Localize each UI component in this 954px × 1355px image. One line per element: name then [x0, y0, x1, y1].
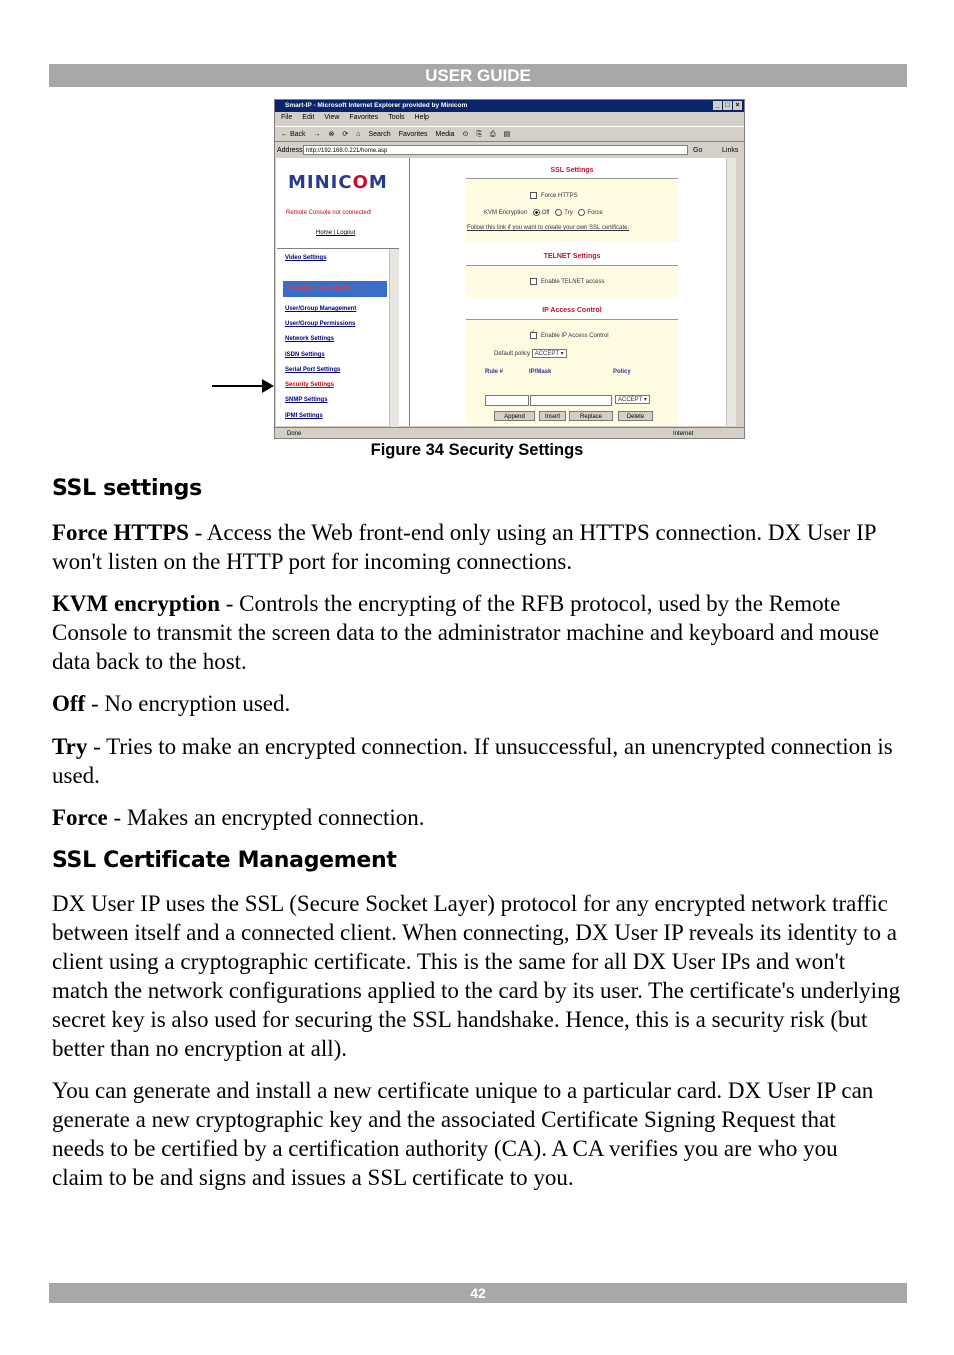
- ssl-settings-heading: SSL settings: [52, 476, 202, 501]
- right-scrollbar[interactable]: [726, 158, 736, 426]
- left-frame: [276, 158, 410, 426]
- address-bar: [275, 144, 744, 157]
- force-paragraph: Force - Makes an encrypted connection.: [52, 805, 425, 830]
- ip-access-title: IP Access Control: [466, 303, 678, 320]
- nav-scrollbar[interactable]: [389, 249, 399, 427]
- insert-button[interactable]: Insert: [539, 411, 566, 421]
- mail-icon[interactable]: ⎘: [476, 131, 483, 138]
- nav-ipmi-settings[interactable]: IPMI Settings: [285, 413, 323, 419]
- kvm-encryption-paragraph: KVM encryption - Controls the encrypting of the RFB protocol, used by the Remote Console to transmit the screen data to the administrator machine and keyboard and mouse data back to the host.: [52, 591, 880, 674]
- telnet-settings-title: TELNET Settings: [466, 249, 678, 266]
- nav-network-settings[interactable]: Network Settings: [285, 336, 335, 342]
- menu-edit[interactable]: Edit: [302, 114, 315, 121]
- force-https-option[interactable]: Force HTTPS: [530, 192, 578, 199]
- force-https-checkbox[interactable]: [530, 192, 537, 199]
- enable-ip-option[interactable]: ✓Enable IP Access Control: [530, 332, 609, 339]
- forward-button[interactable]: →: [313, 131, 321, 138]
- menu-file[interactable]: File: [281, 114, 293, 121]
- enable-telnet-checkbox[interactable]: [530, 278, 537, 285]
- nav-security-administration[interactable]: Security Administration: [283, 281, 387, 297]
- menu-tools[interactable]: Tools: [388, 114, 405, 121]
- rule-input[interactable]: [485, 395, 529, 406]
- replace-button[interactable]: Replace: [569, 411, 613, 421]
- browser-statusbar: [275, 427, 744, 439]
- col-policy: Policy: [613, 369, 631, 375]
- maximize-icon[interactable]: □: [723, 101, 732, 110]
- rule-policy-cell: [615, 395, 650, 404]
- nav-user-group-management[interactable]: User/Group Management: [285, 306, 357, 312]
- nav-menu: [277, 248, 399, 427]
- minicom-logo: MINICOM: [288, 172, 388, 193]
- back-button[interactable]: ← Back: [281, 131, 306, 138]
- nav-snmp-settings[interactable]: SNMP Settings: [285, 397, 328, 403]
- ssl-certificate-link[interactable]: Follow this link if you want to create your own SSL certificate.: [467, 225, 630, 231]
- home-logout-link[interactable]: Home | Logout: [316, 230, 356, 236]
- enable-ip-checkbox[interactable]: [530, 332, 537, 339]
- certificate-paragraph-2: You can generate and install a new certificate unique to a particular card. DX User IP can generate a new cryptographic key and the associated Certificate Signing Request that needs to be certified by a certification authority (CA). A CA verifies you are who you claim to be and signs and issues a SSL certificate to you.: [52, 1078, 874, 1190]
- col-rule: Rule #: [485, 369, 504, 375]
- delete-button[interactable]: Delete: [618, 411, 653, 421]
- edit-icon[interactable]: ▤: [503, 131, 511, 138]
- ipmask-input[interactable]: [530, 395, 612, 406]
- ssl-certificate-heading: SSL Certificate Management: [52, 848, 397, 873]
- menu-help[interactable]: Help: [414, 114, 429, 121]
- try-paragraph: Try - Tries to make an encrypted connection. If unsuccessful, an unencrypted connection is used.: [52, 734, 893, 788]
- history-icon[interactable]: ⊙: [462, 131, 469, 138]
- rule-policy-select[interactable]: ACCEPT ▾: [615, 395, 650, 404]
- nav-isdn-settings[interactable]: ISDN Settings: [285, 352, 325, 358]
- close-icon[interactable]: ×: [733, 101, 742, 110]
- favorites-button[interactable]: Favorites: [398, 131, 428, 138]
- search-button[interactable]: Search: [368, 131, 391, 138]
- col-ipmask: IP/Mask: [529, 369, 552, 375]
- minimize-icon[interactable]: _: [713, 101, 722, 110]
- header-bar: [49, 64, 907, 87]
- refresh-icon[interactable]: ⟳: [342, 131, 349, 138]
- default-policy-row: Default policy ACCEPT ▾: [494, 349, 567, 358]
- go-button[interactable]: Go: [693, 147, 703, 154]
- home-icon[interactable]: ⌂: [356, 131, 361, 138]
- footer-bar: [49, 1283, 907, 1303]
- kvm-force-radio[interactable]: [578, 209, 585, 216]
- address-input[interactable]: http://192.168.0.221/home.asp: [303, 145, 688, 155]
- browser-menubar: [275, 112, 744, 124]
- links-button[interactable]: Links: [722, 147, 739, 154]
- address-label: Address: [277, 147, 303, 154]
- enable-telnet-option[interactable]: Enable TELNET access: [530, 278, 604, 285]
- figure-caption: Figure 34 Security Settings: [370, 441, 584, 459]
- security-settings-screenshot: [274, 99, 745, 439]
- stop-icon[interactable]: ⊗: [328, 131, 335, 138]
- page-number: 42: [470, 1285, 486, 1301]
- nav-serial-port-settings[interactable]: Serial Port Settings: [285, 367, 341, 373]
- default-policy-select[interactable]: ACCEPT ▾: [532, 349, 567, 358]
- nav-user-group-permissions[interactable]: User/Group Permissions: [285, 321, 356, 327]
- header-title: USER GUIDE: [425, 66, 531, 85]
- off-paragraph: Off - No encryption used.: [52, 691, 291, 716]
- browser-toolbar: [275, 126, 744, 142]
- kvm-try-radio[interactable]: [555, 209, 562, 216]
- append-button[interactable]: Append: [494, 411, 535, 421]
- arrow-icon: [212, 377, 274, 395]
- zone-text: Internet: [673, 431, 694, 437]
- menu-view[interactable]: View: [324, 114, 340, 121]
- kvm-off-radio[interactable]: [533, 209, 540, 216]
- browser-title: Smart-IP - Microsoft Internet Explorer provided by Minicom: [285, 102, 468, 109]
- ssl-settings-title: SSL Settings: [466, 163, 678, 179]
- media-button[interactable]: Media: [435, 131, 455, 138]
- nav-video-settings[interactable]: Video Settings: [285, 255, 327, 261]
- menu-favorites[interactable]: Favorites: [349, 114, 379, 121]
- kvm-encryption-row: KVM Encryption Off Try Force: [484, 210, 603, 217]
- nav-security-settings[interactable]: Security Settings: [285, 382, 335, 388]
- print-icon[interactable]: ⎙: [490, 131, 496, 138]
- certificate-paragraph-1: DX User IP uses the SSL (Secure Socket Layer) protocol for any encrypted network traffic between itself and a connected client. When connecting, DX User IP reveals its identity to a client using a cryptographic certificate. This is the same for all DX User IPs and won't match the network configurations applied to the card by its user. The certificate's underlying secret key is also used for securing the SSL handshake. Hence, this is a security risk (but better than no encryption at all).: [52, 891, 901, 1061]
- console-status: Remote Console not connected!: [286, 210, 372, 216]
- right-frame: [410, 158, 736, 426]
- force-https-paragraph: Force HTTPS - Access the Web front-end only using an HTTPS connection. DX User IP won't listen on the HTTP port for incoming connections.: [52, 520, 876, 574]
- status-text: Done: [287, 431, 302, 437]
- browser-titlebar: [275, 100, 744, 112]
